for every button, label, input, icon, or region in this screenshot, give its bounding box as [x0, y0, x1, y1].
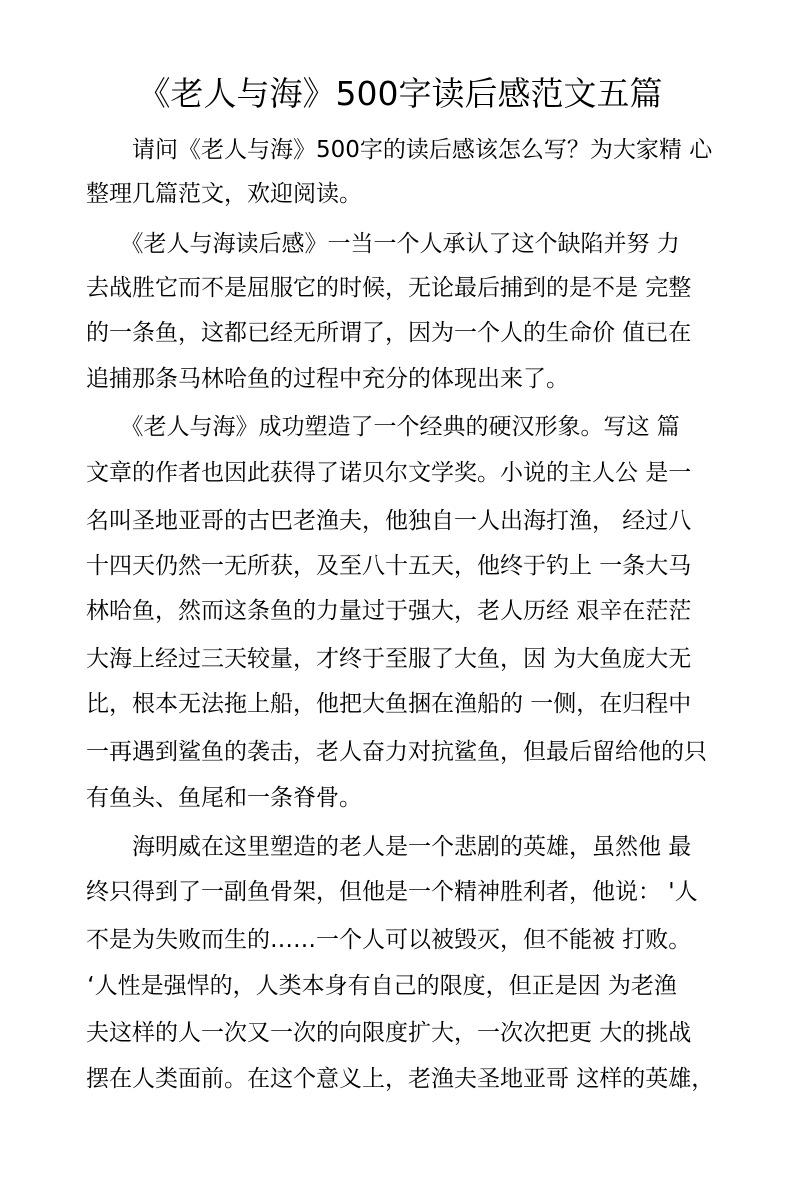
paragraph-line: 《老人与海读后感》一当一个人承认了这个缺陷并努 力	[86, 231, 680, 257]
paragraph-line: 追捕那条马林哈鱼的过程中充分的体现出来了。	[86, 366, 569, 392]
paragraph-line: 名叫圣地亚哥的古巴老渔夫，他独自一人出海打渔， 经过八	[86, 508, 692, 534]
paragraph-line: 请问《老人与海》500字的读后感该怎么写？为大家精 心	[86, 137, 713, 163]
paragraph-line: 不是为失败而生的……一个人可以被毁灭，但不能被 打败。	[86, 927, 692, 953]
paragraph-line: 十四天仍然一无所获，及至八十五天，他终于钓上 一条大马	[86, 553, 692, 579]
paragraph-line: 文章的作者也因此获得了诺贝尔文学奖。小说的主人公 是一	[86, 460, 692, 486]
paragraph-line: ‘人性是强悍的，人类本身有自己的限度，但正是因 为老渔	[80, 973, 677, 999]
paragraph-line: 整理几篇范文，欢迎阅读。	[86, 181, 362, 207]
paragraph-line: 摆在人类面前。在这个意义上，老渔夫圣地亚哥 这样的英雄，	[86, 1066, 715, 1092]
paragraph-line: 夫这样的人一次又一次的向限度扩大，一次次把更 大的挑战	[86, 1020, 692, 1046]
paragraph-line: 林哈鱼，然而这条鱼的力量过于强大，老人历经 艰辛在茫茫	[86, 598, 692, 624]
paragraph-line: 大海上经过三天较量，才终于至服了大鱼，因 为大鱼庞大无	[86, 646, 692, 672]
paragraph-line: 一再遇到鲨鱼的袭击，老人奋力对抗鲨鱼，但最后留给他的只	[86, 739, 707, 765]
document-title: 《老人与海》500字读后感范文五篇	[137, 74, 663, 113]
paragraph-line: 的一条鱼，这都已经无所谓了，因为一个人的生命价 值已在	[86, 320, 692, 346]
paragraph-line: 终只得到了一副鱼骨架，但他是一个精神胜利者，他说： '人	[86, 879, 698, 905]
paragraph-line: 比，根本无法拖上船，他把大鱼捆在渔船的 一侧，在归程中	[86, 691, 692, 717]
paragraph-line: 《老人与海》成功塑造了一个经典的硬汉形象。写这 篇	[86, 414, 680, 440]
paragraph-line: 有鱼头、鱼尾和一条脊骨。	[86, 785, 362, 811]
paragraph-line: 去战胜它而不是屈服它的时候，无论最后捕到的是不是 完整	[86, 275, 692, 301]
paragraph-line: 海明威在这里塑造的老人是一个悲剧的英雄，虽然他 最	[86, 834, 692, 860]
